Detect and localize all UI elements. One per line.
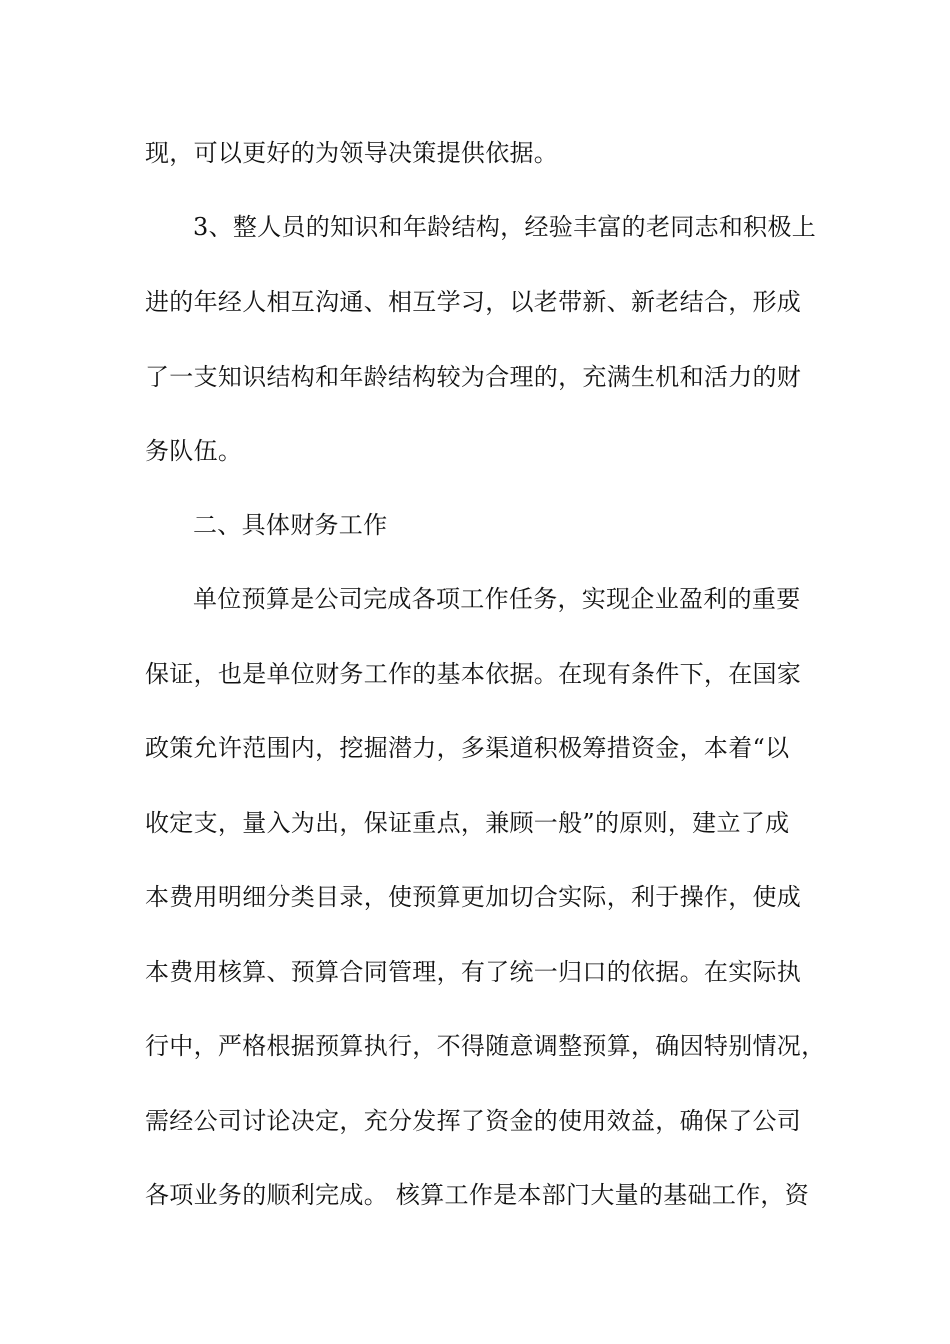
- paragraph-line: 本费用核算、预算合同管理，有了统一归口的依据。在实际执: [145, 958, 802, 986]
- paragraph-line: 3、整人员的知识和年龄结构，经验丰富的老同志和积极上: [193, 213, 817, 241]
- paragraph-line: 收定支，量入为出，保证重点，兼顾一般”的原则，建立了成: [145, 809, 790, 837]
- paragraph-line: 务队伍。: [145, 437, 243, 465]
- paragraph-line: 现，可以更好的为领导决策提供依据。: [145, 139, 559, 167]
- paragraph-line: 进的年经人相互沟通、相互学习，以老带新、新老结合，形成: [145, 288, 802, 316]
- paragraph-line: 行中，严格根据预算执行，不得随意调整预算，确因特别情况，: [145, 1032, 826, 1060]
- section-heading: 二、具体财务工作: [193, 511, 388, 539]
- paragraph-line: 各项业务的顺利完成。 核算工作是本部门大量的基础工作，资: [145, 1181, 810, 1209]
- paragraph-line: 本费用明细分类目录，使预算更加切合实际，利于操作，使成: [145, 883, 802, 911]
- paragraph-line: 了一支知识结构和年龄结构较为合理的，充满生机和活力的财: [145, 363, 802, 391]
- paragraph-line: 政策允许范围内，挖掘潜力，多渠道积极筹措资金，本着“以: [145, 734, 790, 762]
- paragraph-line: 单位预算是公司完成各项工作任务，实现企业盈利的重要: [193, 585, 801, 613]
- paragraph-line: 保证，也是单位财务工作的基本依据。在现有条件下，在国家: [145, 660, 802, 688]
- paragraph-line: 需经公司讨论决定，充分发挥了资金的使用效益，确保了公司: [145, 1107, 802, 1135]
